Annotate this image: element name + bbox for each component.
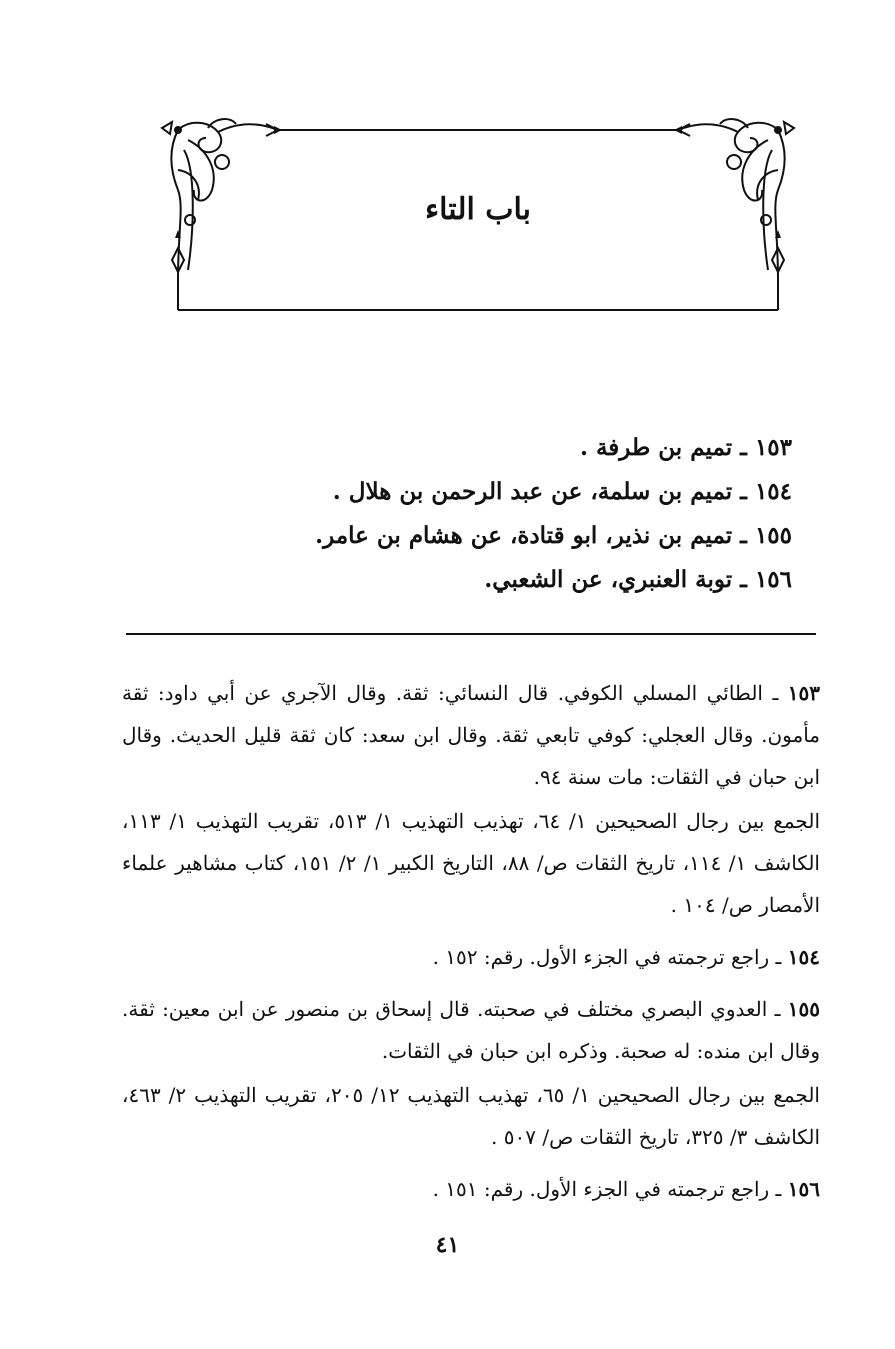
- page-number: ٤١: [435, 1232, 460, 1258]
- footnotes: [122, 672, 820, 1220]
- footnote-text: العدوي البصري مختلف في صحبته. قال إسحاق بن منصور عن ابن معين: ثقة. وقال ابن منده: له صحبة. وذكره ابن حبان في الثقات.: [122, 997, 820, 1063]
- entry-dash: ـ: [732, 434, 747, 461]
- entry-number: ١٥٦: [754, 566, 792, 593]
- footnote-number: ١٥٦: [787, 1177, 820, 1201]
- footnote-separator: [126, 633, 816, 635]
- entry-text: تميم بن طرفة .: [579, 434, 733, 461]
- entry-text: تميم بن سلمة، عن عبد الرحمن بن هلال .: [332, 478, 733, 505]
- entry-dash: ـ: [732, 522, 747, 549]
- entry-item: [300, 514, 792, 558]
- entry-list: [300, 426, 792, 602]
- entry-dash: ـ: [732, 566, 747, 593]
- footnote: [122, 988, 820, 1158]
- footnote-dash: ـ: [769, 1177, 782, 1201]
- chapter-title: باب التاء: [425, 192, 531, 227]
- footnote: [122, 936, 820, 978]
- ornamental-title-frame: [148, 110, 808, 315]
- entry-item: [300, 470, 792, 514]
- entry-number: ١٥٥: [754, 522, 792, 549]
- footnote: [122, 1168, 820, 1210]
- footnote: [122, 672, 820, 926]
- entry-number: ١٥٣: [754, 434, 792, 461]
- entry-item: [300, 426, 792, 470]
- entry-dash: ـ: [732, 478, 747, 505]
- footnote-citation: الجمع بين رجال الصحيحين ١/ ٦٤، تهذيب التهذيب ١/ ٥١٣، تقريب التهذيب ١/ ١١٣، الكاشف ١/ ١١٤، تاريخ الثقات ص/ ٨٨، التاريخ الكبير ١/ ٢/ ١٥١، كتاب مشاهير علماء الأمصار ص/ ١٠٤ .: [122, 809, 820, 917]
- footnote-dash: ـ: [762, 681, 779, 705]
- entry-item: [300, 558, 792, 602]
- footnote-number: ١٥٥: [787, 997, 820, 1021]
- footnote-dash: ـ: [767, 997, 781, 1021]
- footnote-text: راجع ترجمته في الجزء الأول. رقم: ١٥١ .: [432, 1177, 770, 1201]
- entry-text: توبة العنبري، عن الشعبي.: [484, 566, 733, 593]
- footnote-citation: الجمع بين رجال الصحيحين ١/ ٦٥، تهذيب التهذيب ١٢/ ٢٠٥، تقريب التهذيب ٢/ ٤٦٣، الكاشف ٣/ ٣٢٥، تاريخ الثقات ص/ ٥٠٧ .: [122, 1083, 820, 1149]
- entry-number: ١٥٤: [754, 478, 792, 505]
- footnote-text: الطائي المسلي الكوفي. قال النسائي: ثقة. وقال الآجري عن أبي داود: ثقة مأمون. وقال العجلي: كوفي تابعي ثقة. وقال ابن سعد: كان ثقة قليل الحديث. وقال ابن حبان في الثقات: مات سنة ٩٤.: [122, 681, 820, 789]
- footnote-number: ١٥٤: [787, 945, 820, 969]
- footnote-text: راجع ترجمته في الجزء الأول. رقم: ١٥٢ .: [432, 945, 770, 969]
- footnote-dash: ـ: [769, 945, 782, 969]
- entry-text: تميم بن نذير، ابو قتادة، عن هشام بن عامر.: [315, 522, 733, 549]
- footnote-number: ١٥٣: [787, 681, 821, 705]
